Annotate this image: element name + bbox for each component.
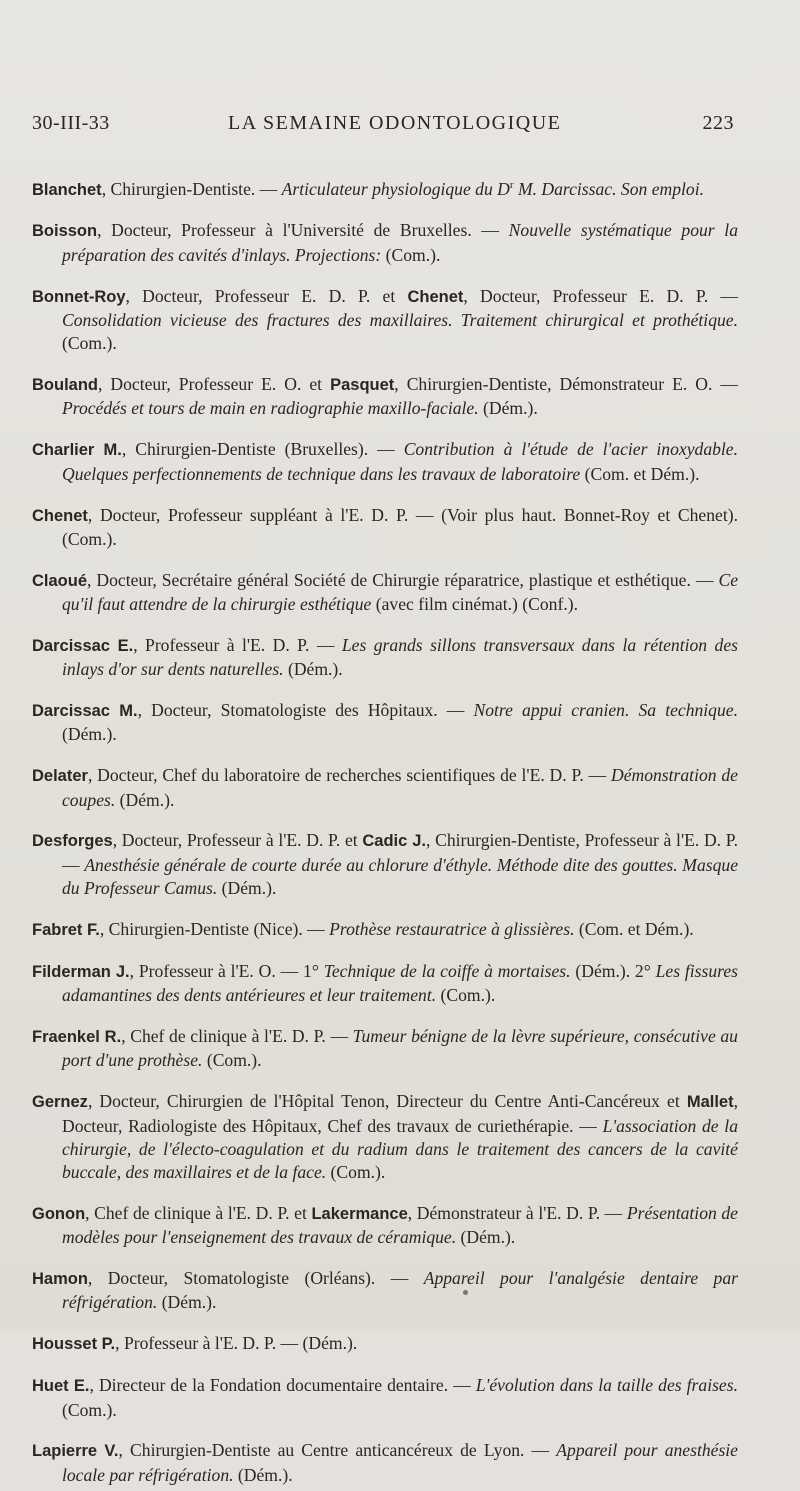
author-description: , Chirurgien-Dentiste (Bruxelles). — (121, 439, 404, 460)
talk-title: Démonstration de coupes. (62, 765, 738, 810)
author-description: , Chirurgien-Dentiste au Centre anticancéreux de Lyon. — (118, 1440, 557, 1461)
coauthor-name: Pasquet (330, 376, 395, 395)
header-date: 30-III-33 (32, 112, 110, 134)
talk-type: (Com. et Dém.). (574, 918, 694, 939)
author-name: Gonon (32, 1205, 86, 1223)
author-name: Housset P. (32, 1335, 116, 1354)
talk-type: (Dém.). (478, 398, 538, 419)
talk-title: Articulateur physiologique du D (281, 178, 510, 199)
coauthor-description: , Chirurgien-Dentiste, Démonstrateur E. O. — (394, 374, 738, 395)
talk-title: Les grands sillons transversaux dans la rétention des inlays d'or sur dents naturelles. (62, 634, 738, 680)
talk-title-cont: M. Darcissac. Son emploi. (513, 178, 704, 199)
superscript: r (509, 178, 514, 191)
talk-title: Prothèse restauratrice à glissières. (329, 918, 575, 939)
list-entry (32, 219, 738, 267)
talk-type: (Dém.). 2° (570, 960, 656, 981)
list-entry (32, 373, 738, 421)
ink-speck (463, 1290, 468, 1295)
journal-title: LA SEMAINE ODONTOLOGIQUE (228, 112, 562, 134)
list-entry (32, 178, 738, 202)
author-name: Boisson (32, 222, 98, 241)
author-description: , Directeur de la Fondation documentaire dentaire. — (89, 1375, 476, 1396)
talk-title: Tumeur bénigne de la lèvre supérieure, consécutive au port d'une prothèse. (62, 1026, 738, 1071)
talk-type: (Dém.). (62, 724, 117, 745)
author-description: , Docteur, Chef du laboratoire de recherches scientifiques de l'E. D. P. — (87, 765, 611, 786)
talk-type-second: (Com.). (436, 985, 496, 1006)
coauthor-name: Chenet (407, 287, 464, 306)
talk-type: (Dém.). (217, 878, 277, 899)
running-header (32, 112, 734, 142)
list-entry (32, 764, 738, 812)
author-name: Chenet (32, 506, 88, 525)
talk-type: (Com.). (326, 1162, 386, 1183)
talk-title: Notre appui cranien. Sa technique. (473, 700, 738, 721)
author-name: Filderman J. (32, 962, 130, 981)
author-description: , Professeur à l'E. D. P. — (133, 634, 342, 655)
talk-title: Anesthésie générale de courte durée au chlorure d'éthyle. Méthode dite des gouttes. Masque du Professeur Camus. (62, 854, 738, 899)
talk-type: (Com.). (62, 333, 117, 354)
coauthor-description: , Démonstrateur à l'E. D. P. — (407, 1203, 627, 1223)
talk-title: Nouvelle systématique pour la préparation des cavités d'inlays. Projections: (62, 220, 738, 265)
author-name: Fraenkel R. (32, 1028, 122, 1047)
talk-type: (Dém.). (456, 1227, 516, 1248)
author-description: , Docteur, Professeur à l'Université de Bruxelles. — (97, 220, 509, 241)
author-description: , Professeur à l'E. O. — 1° (129, 960, 324, 981)
author-description: , Docteur, Professeur à l'E. D. P. et (112, 830, 363, 851)
coauthor-description: , Chirurgien-Dentiste, Professeur à l'E. D. P. — (62, 830, 739, 875)
talk-title: Appareil pour anesthésie locale par réfrigération. (62, 1440, 738, 1485)
list-entry (32, 1332, 738, 1356)
list-entry (32, 438, 738, 486)
list-entry (32, 569, 738, 617)
talk-type: (Dém.). (115, 789, 175, 810)
coauthor-name: Lakermance (311, 1205, 408, 1223)
author-name: Darcissac E. (32, 636, 134, 655)
talk-title: Technique de la coiffe à mortaises. (323, 960, 571, 981)
participant-list (32, 160, 738, 1491)
author-name: Bouland (32, 376, 98, 395)
talk-title: Présentation de modèles pour l'enseignement des travaux de céramique. (62, 1203, 738, 1248)
list-entry (32, 829, 738, 900)
list-entry (32, 1267, 738, 1315)
author-name: Gernez (32, 1093, 88, 1112)
talk-type: (avec film cinémat.) (Conf.). (371, 594, 578, 615)
author-description: , Professeur à l'E. D. P. — (Dém.). (115, 1333, 358, 1354)
author-name: Delater (32, 767, 88, 786)
talk-type: (Dém.). (233, 1464, 293, 1485)
talk-type: (Dém.). (283, 659, 343, 680)
list-entry (32, 918, 738, 942)
author-name: Claoué (32, 571, 88, 590)
list-entry (32, 504, 738, 552)
talk-title: Procédés et tours de main en radiographie maxillo-faciale. (62, 398, 479, 419)
talk-title-second: Les fissures adamantines des dents antérieures et leur traitement. (62, 960, 739, 1006)
talk-title: Consolidation vicieuse des fractures des maxillaires. Traitement chirurgical et prothétique. (62, 309, 738, 330)
coauthor-description: , Docteur, Radiologiste des Hôpitaux, Chef des travaux de curiethérapie. — (62, 1091, 738, 1136)
author-description: , Docteur, Secrétaire général Société de Chirurgie réparatrice, plastique et esthétique. — (87, 569, 719, 590)
author-description: , Chirurgien-Dentiste. — (101, 178, 282, 199)
list-entry (32, 1025, 738, 1073)
coauthor-name: Cadic J. (362, 832, 426, 851)
author-description: , Docteur, Chirurgien de l'Hôpital Tenon, Directeur du Centre Anti-Cancéreux et (87, 1091, 687, 1112)
author-name: Fabret F. (32, 920, 100, 939)
talk-type: (Dém.). (157, 1292, 217, 1313)
author-name: Desforges (32, 832, 113, 851)
talk-type: (Com. et Dém.). (580, 463, 700, 484)
author-name: Blanchet (32, 180, 102, 199)
author-name: Charlier M. (32, 441, 122, 460)
list-entry (32, 1090, 738, 1184)
list-entry (32, 634, 738, 682)
author-description: , Docteur, Professeur suppléant à l'E. D. P. — (Voir plus haut. Bonnet-Roy et Chenet). (Com.). (62, 504, 738, 549)
talk-title: Appareil pour l'analgésie dentaire par réfrigération. (62, 1268, 738, 1313)
talk-type: (Com.). (381, 244, 441, 265)
author-name: Huet E. (32, 1377, 90, 1396)
coauthor-description: , Docteur, Professeur E. D. P. — (463, 285, 738, 306)
talk-title: L'association de la chirurgie, de l'électo-coagulation et du radium dans le traitement des cancers de la cavité buccale, des maxillaires et de la face. (62, 1115, 738, 1183)
list-entry (32, 1439, 738, 1487)
list-entry (32, 285, 738, 356)
list-entry (32, 1202, 738, 1250)
author-name: Hamon (32, 1270, 88, 1289)
author-description: , Chef de clinique à l'E. D. P. et (85, 1203, 312, 1223)
author-name: Darcissac M. (32, 702, 138, 721)
author-description: , Chirurgien-Dentiste (Nice). — (99, 918, 330, 939)
list-entry (32, 960, 738, 1008)
talk-title: Ce qu'il faut attendre de la chirurgie esthétique (62, 569, 738, 615)
list-entry (32, 699, 738, 747)
author-description: , Chef de clinique à l'E. D. P. — (121, 1026, 353, 1047)
author-name: Bonnet-Roy (32, 287, 126, 306)
author-description: , Docteur, Professeur E. D. P. et (125, 285, 408, 306)
author-description: , Docteur, Stomatologiste (Orléans). — (87, 1268, 424, 1289)
author-description: , Docteur, Stomatologiste des Hôpitaux. — (137, 700, 474, 721)
page-number: 223 (702, 112, 734, 134)
author-name: Lapierre V. (32, 1442, 119, 1461)
talk-type: (Com.). (202, 1050, 262, 1071)
talk-title: Contribution à l'étude de l'acier inoxydable. Quelques perfectionnements de technique dans les travaux de laboratoire (62, 439, 739, 484)
talk-type: (Com.). (62, 1399, 117, 1420)
coauthor-name: Mallet (686, 1093, 734, 1112)
list-entry (32, 1374, 738, 1422)
author-description: , Docteur, Professeur E. O. et (98, 374, 331, 395)
talk-title: L'évolution dans la taille des fraises. (475, 1375, 738, 1396)
